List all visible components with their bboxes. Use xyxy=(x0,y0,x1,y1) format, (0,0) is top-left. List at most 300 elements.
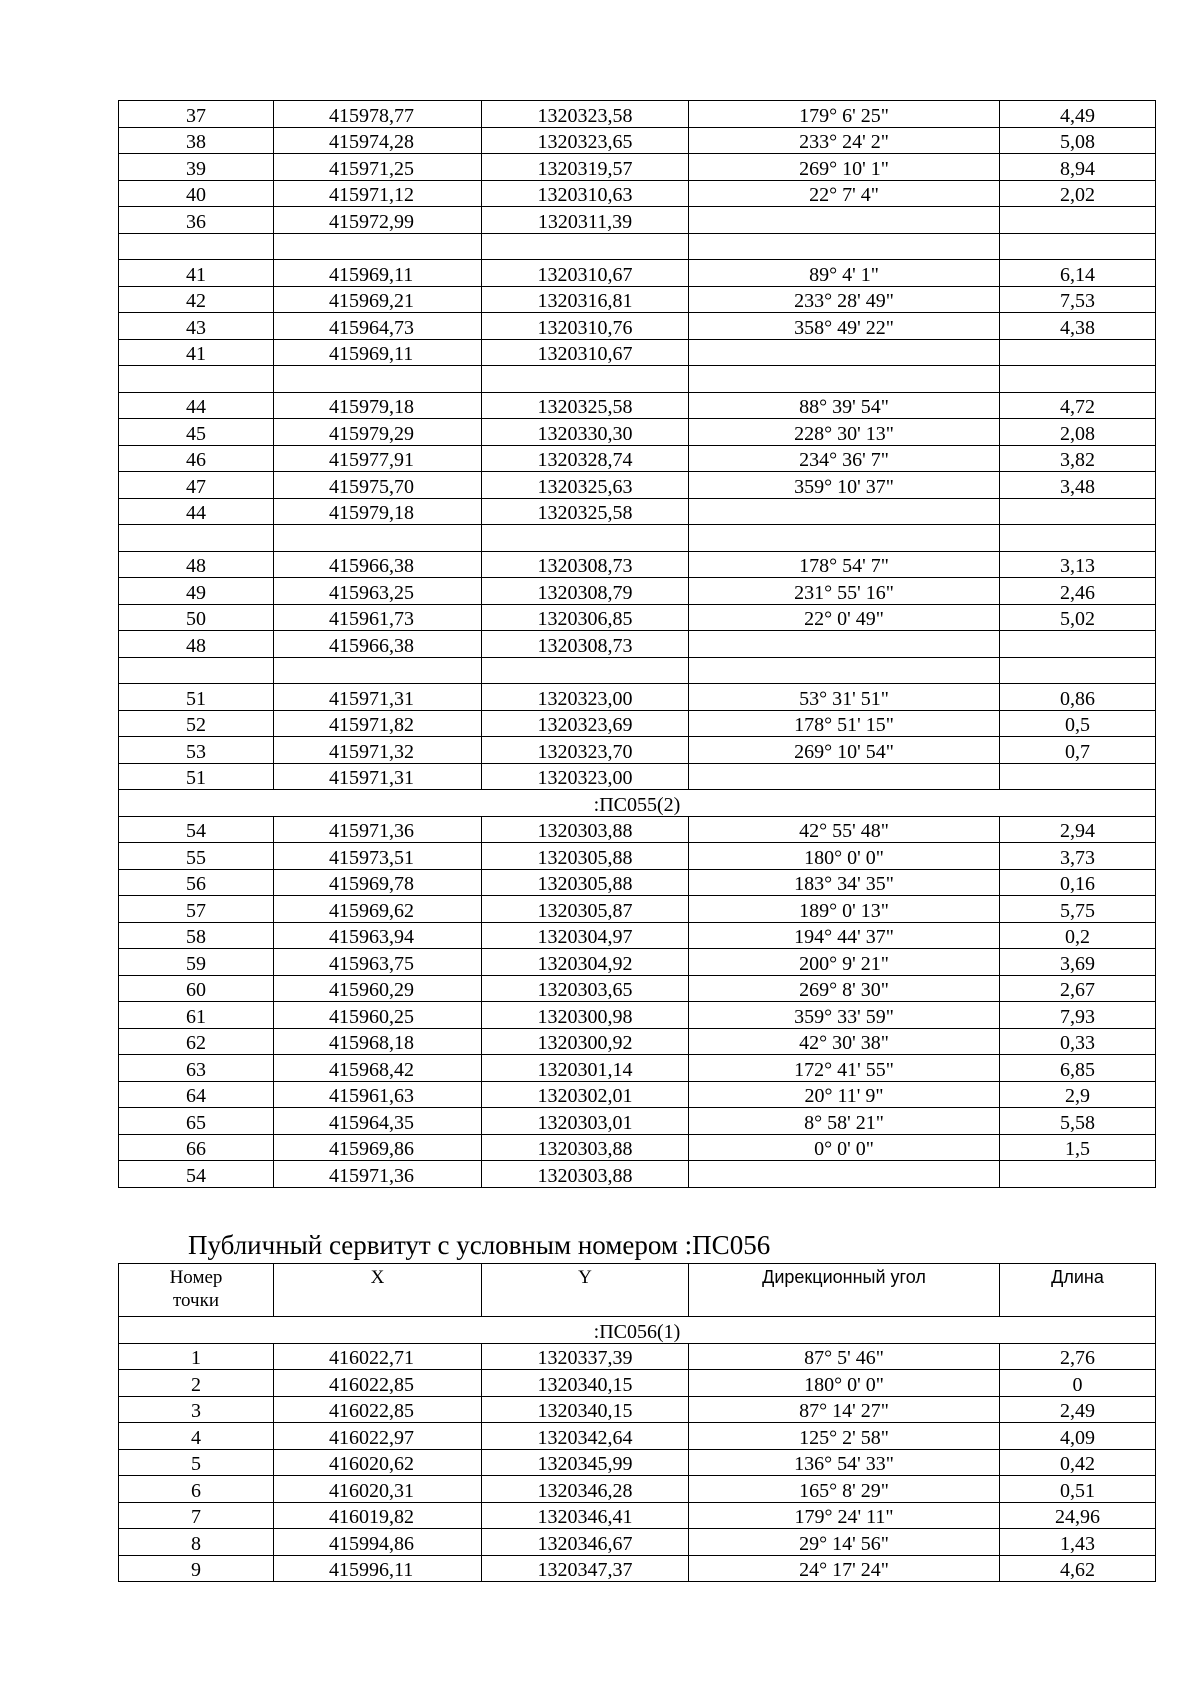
table-row xyxy=(119,313,1156,340)
point-number-cell: 9 xyxy=(119,1555,274,1582)
empty-cell xyxy=(482,233,689,260)
blank-row xyxy=(119,657,1156,684)
length-cell: 2,9 xyxy=(1000,1081,1156,1108)
y-coordinate-cell: 1320323,65 xyxy=(482,127,689,154)
point-number-cell: 7 xyxy=(119,1502,274,1529)
direction-angle-cell: 22° 0' 49" xyxy=(689,604,1000,631)
point-number-cell: 2 xyxy=(119,1370,274,1397)
y-coordinate-cell: 1320303,88 xyxy=(482,1161,689,1188)
direction-angle-cell: 269° 10' 54" xyxy=(689,737,1000,764)
x-coordinate-cell: 415968,42 xyxy=(274,1055,482,1082)
table-row xyxy=(119,763,1156,790)
length-cell: 4,09 xyxy=(1000,1423,1156,1450)
empty-cell xyxy=(1000,525,1156,552)
length-cell: 4,38 xyxy=(1000,313,1156,340)
table-row xyxy=(119,286,1156,313)
length-cell: 0,51 xyxy=(1000,1476,1156,1503)
y-coordinate-cell: 1320303,88 xyxy=(482,1134,689,1161)
table-row xyxy=(119,1028,1156,1055)
y-coordinate-cell: 1320347,37 xyxy=(482,1555,689,1582)
y-coordinate-cell: 1320303,01 xyxy=(482,1108,689,1135)
header-y: Y xyxy=(482,1264,689,1317)
direction-angle-cell: 24° 17' 24" xyxy=(689,1555,1000,1582)
table-row xyxy=(119,498,1156,525)
table-row xyxy=(119,180,1156,207)
y-coordinate-cell: 1320346,28 xyxy=(482,1476,689,1503)
coordinates-table-body xyxy=(119,101,1156,1188)
length-cell: 8,94 xyxy=(1000,154,1156,181)
table-row xyxy=(119,1108,1156,1135)
length-cell: 6,85 xyxy=(1000,1055,1156,1082)
servitude-coordinates-table xyxy=(118,1263,1156,1582)
direction-angle-cell: 87° 14' 27" xyxy=(689,1396,1000,1423)
length-cell: 3,73 xyxy=(1000,843,1156,870)
y-coordinate-cell: 1320305,87 xyxy=(482,896,689,923)
header-length: Длина xyxy=(1000,1264,1156,1317)
length-cell: 2,08 xyxy=(1000,419,1156,446)
point-number-cell: 56 xyxy=(119,869,274,896)
length-cell: 0 xyxy=(1000,1370,1156,1397)
table-row xyxy=(119,207,1156,234)
empty-cell xyxy=(274,525,482,552)
point-number-cell: 45 xyxy=(119,419,274,446)
direction-angle-cell xyxy=(689,1161,1000,1188)
point-number-cell: 61 xyxy=(119,1002,274,1029)
x-coordinate-cell: 416019,82 xyxy=(274,1502,482,1529)
empty-cell xyxy=(1000,366,1156,393)
section-label: :ПС055(2) xyxy=(119,790,1156,817)
point-number-cell: 60 xyxy=(119,975,274,1002)
direction-angle-cell: 234° 36' 7" xyxy=(689,445,1000,472)
table-row xyxy=(119,1529,1156,1556)
direction-angle-cell xyxy=(689,763,1000,790)
table-row xyxy=(119,1081,1156,1108)
x-coordinate-cell: 415963,75 xyxy=(274,949,482,976)
point-number-cell: 39 xyxy=(119,154,274,181)
x-coordinate-cell: 415979,18 xyxy=(274,392,482,419)
point-number-cell: 63 xyxy=(119,1055,274,1082)
point-number-cell: 42 xyxy=(119,286,274,313)
x-coordinate-cell: 415971,12 xyxy=(274,180,482,207)
direction-angle-cell: 358° 49' 22" xyxy=(689,313,1000,340)
table-row xyxy=(119,472,1156,499)
direction-angle-cell: 125° 2' 58" xyxy=(689,1423,1000,1450)
table-row xyxy=(119,975,1156,1002)
x-coordinate-cell: 415969,11 xyxy=(274,260,482,287)
y-coordinate-cell: 1320304,97 xyxy=(482,922,689,949)
table-row xyxy=(119,578,1156,605)
y-coordinate-cell: 1320316,81 xyxy=(482,286,689,313)
point-number-cell: 46 xyxy=(119,445,274,472)
x-coordinate-cell: 415964,35 xyxy=(274,1108,482,1135)
direction-angle-cell: 42° 30' 38" xyxy=(689,1028,1000,1055)
direction-angle-cell: 228° 30' 13" xyxy=(689,419,1000,446)
x-coordinate-cell: 415963,25 xyxy=(274,578,482,605)
x-coordinate-cell: 415960,29 xyxy=(274,975,482,1002)
length-cell: 4,62 xyxy=(1000,1555,1156,1582)
x-coordinate-cell: 415960,25 xyxy=(274,1002,482,1029)
direction-angle-cell: 42° 55' 48" xyxy=(689,816,1000,843)
empty-cell xyxy=(482,525,689,552)
empty-cell xyxy=(274,657,482,684)
x-coordinate-cell: 416022,71 xyxy=(274,1343,482,1370)
length-cell: 2,94 xyxy=(1000,816,1156,843)
point-number-cell: 4 xyxy=(119,1423,274,1450)
y-coordinate-cell: 1320301,14 xyxy=(482,1055,689,1082)
point-number-cell: 5 xyxy=(119,1449,274,1476)
y-coordinate-cell: 1320302,01 xyxy=(482,1081,689,1108)
y-coordinate-cell: 1320308,79 xyxy=(482,578,689,605)
table-row xyxy=(119,1423,1156,1450)
x-coordinate-cell: 416020,62 xyxy=(274,1449,482,1476)
y-coordinate-cell: 1320319,57 xyxy=(482,154,689,181)
direction-angle-cell: 165° 8' 29" xyxy=(689,1476,1000,1503)
table-row xyxy=(119,843,1156,870)
x-coordinate-cell: 415969,21 xyxy=(274,286,482,313)
y-coordinate-cell: 1320323,00 xyxy=(482,684,689,711)
header-point-no xyxy=(119,1264,274,1317)
table-row xyxy=(119,949,1156,976)
header-row xyxy=(119,1264,1156,1317)
x-coordinate-cell: 415969,78 xyxy=(274,869,482,896)
point-number-cell: 44 xyxy=(119,498,274,525)
x-coordinate-cell: 416022,97 xyxy=(274,1423,482,1450)
direction-angle-cell: 200° 9' 21" xyxy=(689,949,1000,976)
x-coordinate-cell: 415978,77 xyxy=(274,101,482,128)
direction-angle-cell: 172° 41' 55" xyxy=(689,1055,1000,1082)
table-row xyxy=(119,445,1156,472)
y-coordinate-cell: 1320323,69 xyxy=(482,710,689,737)
table-row xyxy=(119,260,1156,287)
y-coordinate-cell: 1320305,88 xyxy=(482,869,689,896)
point-number-cell: 6 xyxy=(119,1476,274,1503)
x-coordinate-cell: 415961,63 xyxy=(274,1081,482,1108)
table-row xyxy=(119,1055,1156,1082)
direction-angle-cell: 180° 0' 0" xyxy=(689,843,1000,870)
length-cell: 5,02 xyxy=(1000,604,1156,631)
direction-angle-cell: 0° 0' 0" xyxy=(689,1134,1000,1161)
length-cell: 4,72 xyxy=(1000,392,1156,419)
point-number-cell: 55 xyxy=(119,843,274,870)
empty-cell xyxy=(482,366,689,393)
table-row xyxy=(119,419,1156,446)
length-cell: 3,82 xyxy=(1000,445,1156,472)
empty-cell xyxy=(1000,233,1156,260)
direction-angle-cell: 189° 0' 13" xyxy=(689,896,1000,923)
point-number-cell: 48 xyxy=(119,551,274,578)
length-cell: 1,43 xyxy=(1000,1529,1156,1556)
table-row xyxy=(119,1343,1156,1370)
y-coordinate-cell: 1320303,88 xyxy=(482,816,689,843)
length-cell: 5,75 xyxy=(1000,896,1156,923)
empty-cell xyxy=(689,657,1000,684)
direction-angle-cell xyxy=(689,207,1000,234)
direction-angle-cell: 179° 24' 11" xyxy=(689,1502,1000,1529)
x-coordinate-cell: 415975,70 xyxy=(274,472,482,499)
empty-cell xyxy=(119,233,274,260)
y-coordinate-cell: 1320340,15 xyxy=(482,1370,689,1397)
table-row xyxy=(119,922,1156,949)
empty-cell xyxy=(1000,657,1156,684)
blank-row xyxy=(119,233,1156,260)
point-number-cell: 36 xyxy=(119,207,274,234)
length-cell: 0,7 xyxy=(1000,737,1156,764)
point-number-cell: 44 xyxy=(119,392,274,419)
table-row xyxy=(119,127,1156,154)
length-cell xyxy=(1000,498,1156,525)
table-row xyxy=(119,1161,1156,1188)
point-number-cell: 49 xyxy=(119,578,274,605)
length-cell: 6,14 xyxy=(1000,260,1156,287)
empty-cell xyxy=(274,233,482,260)
direction-angle-cell: 89° 4' 1" xyxy=(689,260,1000,287)
direction-angle-cell xyxy=(689,631,1000,658)
point-number-cell: 51 xyxy=(119,684,274,711)
servitude-table-body xyxy=(119,1317,1156,1582)
direction-angle-cell: 20° 11' 9" xyxy=(689,1081,1000,1108)
direction-angle-cell: 269° 8' 30" xyxy=(689,975,1000,1002)
header-angle: Дирекционный угол xyxy=(689,1264,1000,1317)
direction-angle-cell: 359° 33' 59" xyxy=(689,1002,1000,1029)
x-coordinate-cell: 415971,31 xyxy=(274,684,482,711)
point-number-cell: 3 xyxy=(119,1396,274,1423)
x-coordinate-cell: 415979,29 xyxy=(274,419,482,446)
y-coordinate-cell: 1320323,00 xyxy=(482,763,689,790)
length-cell xyxy=(1000,631,1156,658)
empty-cell xyxy=(119,525,274,552)
table-row xyxy=(119,154,1156,181)
blank-row xyxy=(119,366,1156,393)
y-coordinate-cell: 1320308,73 xyxy=(482,551,689,578)
length-cell: 2,67 xyxy=(1000,975,1156,1002)
x-coordinate-cell: 415969,86 xyxy=(274,1134,482,1161)
table-row xyxy=(119,1396,1156,1423)
y-coordinate-cell: 1320304,92 xyxy=(482,949,689,976)
empty-cell xyxy=(689,233,1000,260)
point-number-cell: 54 xyxy=(119,1161,274,1188)
empty-cell xyxy=(689,525,1000,552)
section-row xyxy=(119,790,1156,817)
x-coordinate-cell: 415963,94 xyxy=(274,922,482,949)
direction-angle-cell: 194° 44' 37" xyxy=(689,922,1000,949)
length-cell: 3,13 xyxy=(1000,551,1156,578)
table-row xyxy=(119,869,1156,896)
point-number-cell: 48 xyxy=(119,631,274,658)
y-coordinate-cell: 1320337,39 xyxy=(482,1343,689,1370)
direction-angle-cell: 359° 10' 37" xyxy=(689,472,1000,499)
length-cell: 7,93 xyxy=(1000,1002,1156,1029)
y-coordinate-cell: 1320300,98 xyxy=(482,1002,689,1029)
length-cell xyxy=(1000,339,1156,366)
empty-cell xyxy=(274,366,482,393)
direction-angle-cell: 178° 54' 7" xyxy=(689,551,1000,578)
x-coordinate-cell: 415966,38 xyxy=(274,551,482,578)
direction-angle-cell: 87° 5' 46" xyxy=(689,1343,1000,1370)
y-coordinate-cell: 1320346,41 xyxy=(482,1502,689,1529)
x-coordinate-cell: 415968,18 xyxy=(274,1028,482,1055)
direction-angle-cell: 269° 10' 1" xyxy=(689,154,1000,181)
table-row xyxy=(119,631,1156,658)
direction-angle-cell: 179° 6' 25" xyxy=(689,101,1000,128)
x-coordinate-cell: 415966,38 xyxy=(274,631,482,658)
table-row xyxy=(119,101,1156,128)
table-row xyxy=(119,392,1156,419)
point-number-cell: 62 xyxy=(119,1028,274,1055)
blank-row xyxy=(119,525,1156,552)
x-coordinate-cell: 415971,25 xyxy=(274,154,482,181)
y-coordinate-cell: 1320345,99 xyxy=(482,1449,689,1476)
y-coordinate-cell: 1320330,30 xyxy=(482,419,689,446)
y-coordinate-cell: 1320310,76 xyxy=(482,313,689,340)
point-number-cell: 65 xyxy=(119,1108,274,1135)
x-coordinate-cell: 415977,91 xyxy=(274,445,482,472)
x-coordinate-cell: 416020,31 xyxy=(274,1476,482,1503)
length-cell: 0,16 xyxy=(1000,869,1156,896)
y-coordinate-cell: 1320323,58 xyxy=(482,101,689,128)
table-row xyxy=(119,1555,1156,1582)
table-row xyxy=(119,1134,1156,1161)
table-header xyxy=(119,1264,1156,1317)
table-row xyxy=(119,551,1156,578)
point-number-cell: 1 xyxy=(119,1343,274,1370)
point-number-cell: 54 xyxy=(119,816,274,843)
x-coordinate-cell: 415969,11 xyxy=(274,339,482,366)
table-row xyxy=(119,1370,1156,1397)
direction-angle-cell: 180° 0' 0" xyxy=(689,1370,1000,1397)
table-row xyxy=(119,604,1156,631)
table-row xyxy=(119,816,1156,843)
direction-angle-cell: 178° 51' 15" xyxy=(689,710,1000,737)
length-cell: 2,76 xyxy=(1000,1343,1156,1370)
y-coordinate-cell: 1320342,64 xyxy=(482,1423,689,1450)
x-coordinate-cell: 415961,73 xyxy=(274,604,482,631)
empty-cell xyxy=(119,657,274,684)
length-cell: 2,02 xyxy=(1000,180,1156,207)
length-cell xyxy=(1000,763,1156,790)
length-cell: 24,96 xyxy=(1000,1502,1156,1529)
x-coordinate-cell: 415972,99 xyxy=(274,207,482,234)
y-coordinate-cell: 1320346,67 xyxy=(482,1529,689,1556)
y-coordinate-cell: 1320328,74 xyxy=(482,445,689,472)
y-coordinate-cell: 1320306,85 xyxy=(482,604,689,631)
point-number-cell: 38 xyxy=(119,127,274,154)
point-number-cell: 53 xyxy=(119,737,274,764)
header-point-no-label: Номер точки xyxy=(169,1267,223,1311)
length-cell: 7,53 xyxy=(1000,286,1156,313)
x-coordinate-cell: 415969,62 xyxy=(274,896,482,923)
point-number-cell: 40 xyxy=(119,180,274,207)
length-cell: 0,5 xyxy=(1000,710,1156,737)
point-number-cell: 41 xyxy=(119,260,274,287)
y-coordinate-cell: 1320300,92 xyxy=(482,1028,689,1055)
y-coordinate-cell: 1320303,65 xyxy=(482,975,689,1002)
point-number-cell: 43 xyxy=(119,313,274,340)
direction-angle-cell: 53° 31' 51" xyxy=(689,684,1000,711)
point-number-cell: 52 xyxy=(119,710,274,737)
x-coordinate-cell: 415979,18 xyxy=(274,498,482,525)
length-cell: 0,42 xyxy=(1000,1449,1156,1476)
y-coordinate-cell: 1320325,58 xyxy=(482,392,689,419)
length-cell: 5,08 xyxy=(1000,127,1156,154)
table-row xyxy=(119,896,1156,923)
point-number-cell: 41 xyxy=(119,339,274,366)
section-row xyxy=(119,1317,1156,1344)
y-coordinate-cell: 1320308,73 xyxy=(482,631,689,658)
direction-angle-cell: 233° 28' 49" xyxy=(689,286,1000,313)
table-row xyxy=(119,737,1156,764)
section-label: :ПС056(1) xyxy=(119,1317,1156,1344)
direction-angle-cell: 22° 7' 4" xyxy=(689,180,1000,207)
point-number-cell: 37 xyxy=(119,101,274,128)
y-coordinate-cell: 1320310,67 xyxy=(482,260,689,287)
y-coordinate-cell: 1320310,67 xyxy=(482,339,689,366)
table-row xyxy=(119,1449,1156,1476)
direction-angle-cell: 183° 34' 35" xyxy=(689,869,1000,896)
x-coordinate-cell: 415971,31 xyxy=(274,763,482,790)
direction-angle-cell: 88° 39' 54" xyxy=(689,392,1000,419)
length-cell: 2,49 xyxy=(1000,1396,1156,1423)
direction-angle-cell xyxy=(689,498,1000,525)
table-row xyxy=(119,1476,1156,1503)
y-coordinate-cell: 1320340,15 xyxy=(482,1396,689,1423)
point-number-cell: 50 xyxy=(119,604,274,631)
point-number-cell: 51 xyxy=(119,763,274,790)
length-cell: 3,48 xyxy=(1000,472,1156,499)
length-cell: 2,46 xyxy=(1000,578,1156,605)
table-row xyxy=(119,684,1156,711)
direction-angle-cell: 8° 58' 21" xyxy=(689,1108,1000,1135)
y-coordinate-cell: 1320323,70 xyxy=(482,737,689,764)
point-number-cell: 47 xyxy=(119,472,274,499)
x-coordinate-cell: 415971,82 xyxy=(274,710,482,737)
direction-angle-cell: 29° 14' 56" xyxy=(689,1529,1000,1556)
table-row xyxy=(119,1502,1156,1529)
x-coordinate-cell: 415971,36 xyxy=(274,1161,482,1188)
x-coordinate-cell: 415971,32 xyxy=(274,737,482,764)
y-coordinate-cell: 1320305,88 xyxy=(482,843,689,870)
length-cell xyxy=(1000,207,1156,234)
table-row xyxy=(119,1002,1156,1029)
x-coordinate-cell: 416022,85 xyxy=(274,1370,482,1397)
length-cell: 4,49 xyxy=(1000,101,1156,128)
x-coordinate-cell: 415996,11 xyxy=(274,1555,482,1582)
empty-cell xyxy=(482,657,689,684)
x-coordinate-cell: 415971,36 xyxy=(274,816,482,843)
point-number-cell: 57 xyxy=(119,896,274,923)
point-number-cell: 58 xyxy=(119,922,274,949)
x-coordinate-cell: 415973,51 xyxy=(274,843,482,870)
y-coordinate-cell: 1320325,63 xyxy=(482,472,689,499)
length-cell: 0,86 xyxy=(1000,684,1156,711)
empty-cell xyxy=(689,366,1000,393)
x-coordinate-cell: 415974,28 xyxy=(274,127,482,154)
table-row xyxy=(119,710,1156,737)
point-number-cell: 64 xyxy=(119,1081,274,1108)
y-coordinate-cell: 1320310,63 xyxy=(482,180,689,207)
coordinates-table-continued xyxy=(118,100,1156,1188)
direction-angle-cell xyxy=(689,339,1000,366)
direction-angle-cell: 136° 54' 33" xyxy=(689,1449,1000,1476)
length-cell: 0,2 xyxy=(1000,922,1156,949)
direction-angle-cell: 231° 55' 16" xyxy=(689,578,1000,605)
y-coordinate-cell: 1320311,39 xyxy=(482,207,689,234)
point-number-cell: 66 xyxy=(119,1134,274,1161)
length-cell: 0,33 xyxy=(1000,1028,1156,1055)
y-coordinate-cell: 1320325,58 xyxy=(482,498,689,525)
direction-angle-cell: 233° 24' 2" xyxy=(689,127,1000,154)
length-cell: 3,69 xyxy=(1000,949,1156,976)
servitude-title: Публичный сервитут с условным номером :ПС056 xyxy=(188,1230,771,1260)
